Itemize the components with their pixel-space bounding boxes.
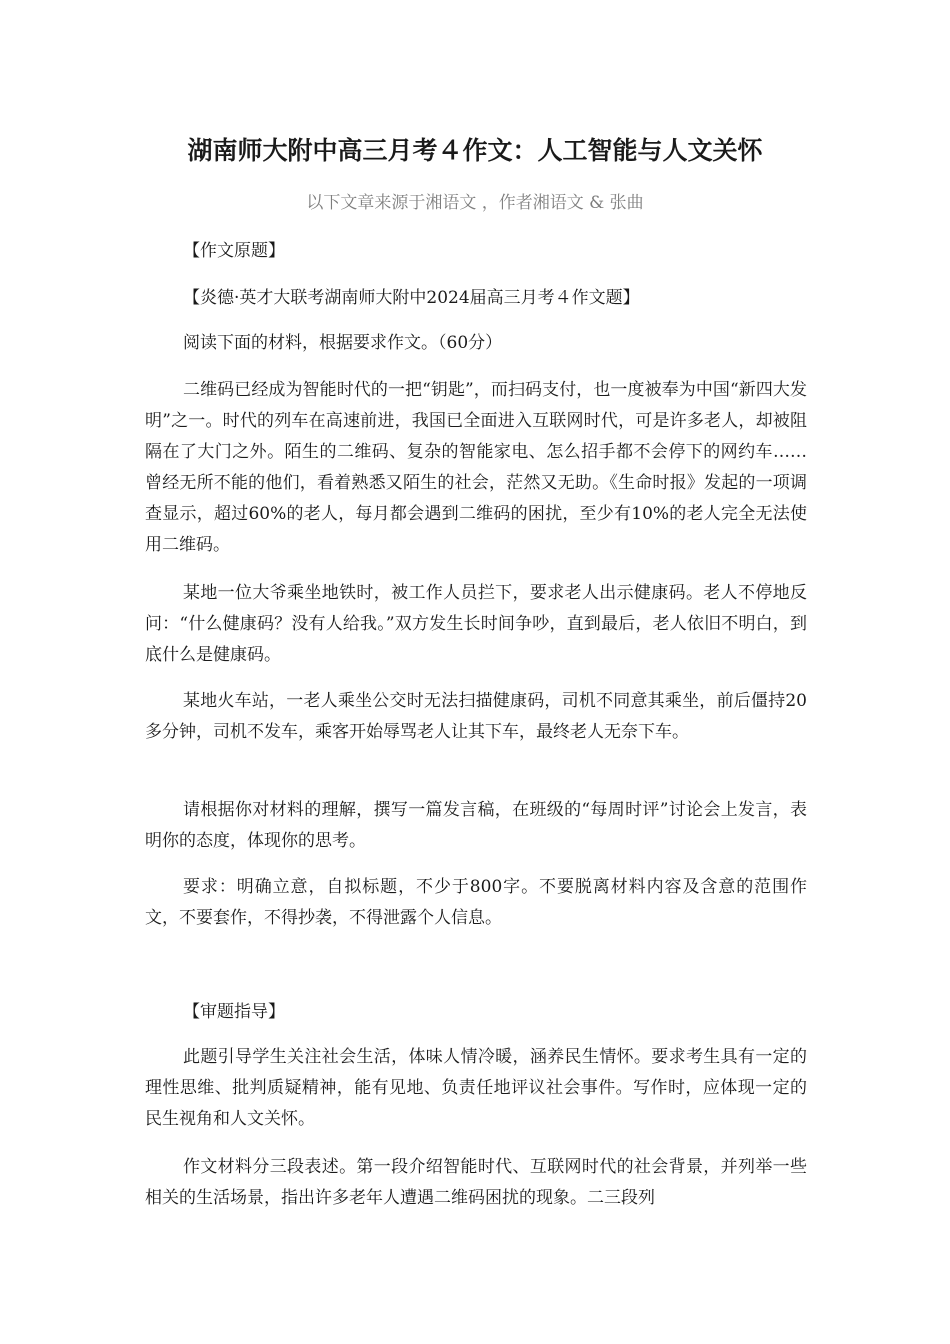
material-paragraph-3: 某地火车站，一老人乘坐公交时无法扫描健康码，司机不同意其乘坐，前后僵持20多分钟，司机不发车，乘客开始辱骂老人让其下车，最终老人无奈下车。 (145, 691, 807, 742)
task-paragraph: 请根据你对材料的理解，撰写一篇发言稿，在班级的“每周时评”讨论会上发言，表明你的态度，体现你的思考。 (145, 800, 807, 851)
article-title: 湖南师大附中高三月考４作文：人工智能与人文关怀 (187, 136, 763, 165)
source-line: 以下文章来源于湘语文 ，作者湘语文 & 张曲 (306, 193, 644, 213)
material-paragraph-2: 某地一位大爷乘坐地铁时，被工作人员拦下，要求老人出示健康码。老人不停地反问：“什么健康码？没有人给我。”双方发生长时间争吵，直到最后，老人依旧不明白，到底什么是健康码。 (145, 583, 807, 665)
guidance-heading: 【审题指导】 (183, 1002, 285, 1022)
instruction-line: 阅读下面的材料，根据要求作文。（60分） (183, 333, 503, 353)
requirements-paragraph: 要求：明确立意，自拟标题，不少于800字。不要脱离材料内容及含意的范围作文，不要套作，不得抄袭，不得泄露个人信息。 (145, 877, 807, 928)
exam-title-line: 【炎德·英才大联考湖南师大附中2024届高三月考４作文题】 (183, 288, 640, 308)
guidance-paragraph-2: 作文材料分三段表述。第一段介绍智能时代、互联网时代的社会背景，并列举一些相关的生活场景，指出许多老年人遭遇二维码困扰的现象。二三段列 (145, 1157, 807, 1208)
guidance-paragraph-1: 此题引导学生关注社会生活，体味人情冷暖，涵养民生情怀。要求考生具有一定的理性思维、批判质疑精神，能有见地、负责任地评议社会事件。写作时，应体现一定的民生视角和人文关怀。 (145, 1047, 807, 1129)
material-paragraph-1: 二维码已经成为智能时代的一把“钥匙”，而扫码支付，也一度被奉为中国“新四大发明”之一。时代的列车在高速前进，我国已全面进入互联网时代，可是许多老人，却被阻隔在了大门之外。陌生的二维码、复杂的智能家电、怎么招手都不会停下的网约车……曾经无所不能的他们，看着熟悉又陌生的社会，茫然又无助。《生命时报》发起的一项调查显示，超过60%的老人，每月都会遇到二维码的困扰，至少有10%的老人完全无法使用二维码。 (145, 380, 807, 555)
original-prompt-heading: 【作文原题】 (183, 241, 285, 261)
